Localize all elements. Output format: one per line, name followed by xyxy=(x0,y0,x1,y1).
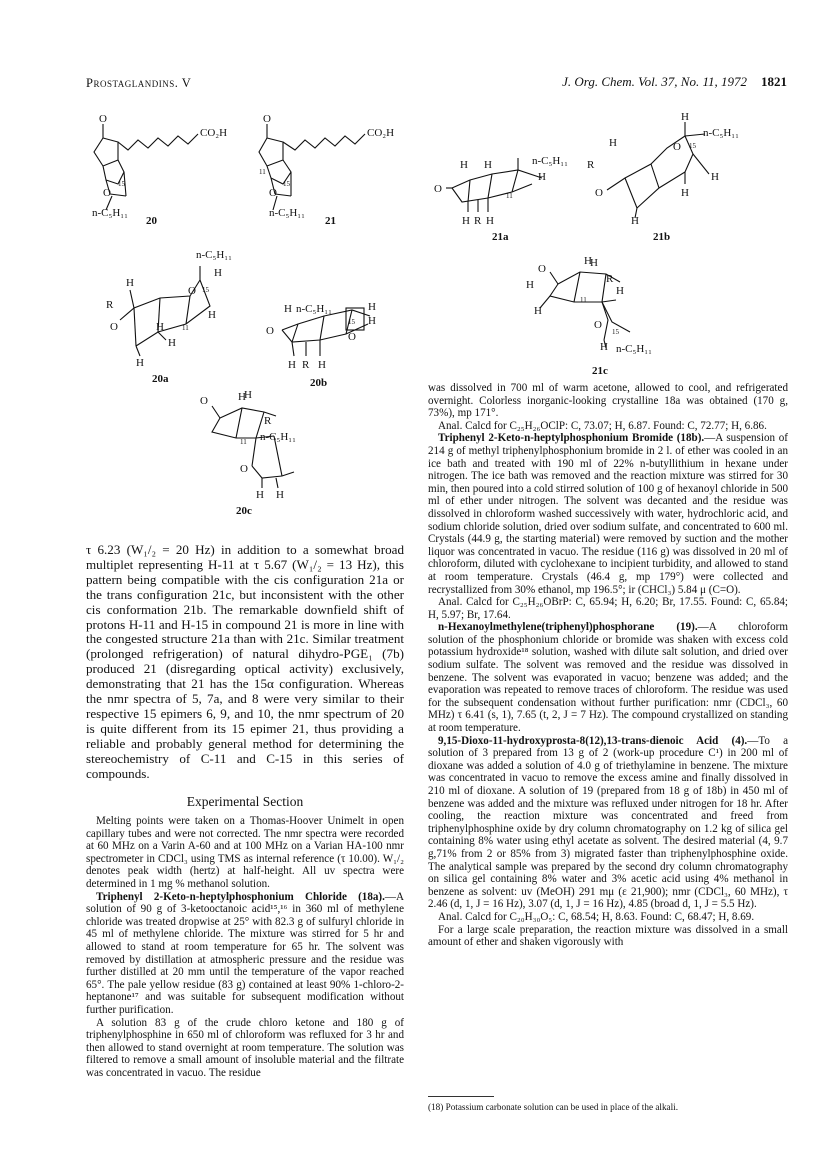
large-scale-note: For a large scale preparation, the reaction mixture was dissolved in a small amount of ether and shaken vigorously with xyxy=(428,923,788,949)
ketone-o-label: O xyxy=(99,113,107,125)
pentyl-label: n-C₅H₁₁ xyxy=(616,343,652,355)
r-label: R xyxy=(474,215,482,227)
position-15-label: 15 xyxy=(612,328,619,336)
r-label: R xyxy=(106,299,114,311)
discussion-paragraph xyxy=(86,543,404,782)
experimental-left-column xyxy=(86,815,404,1079)
r-label: R xyxy=(606,273,614,285)
h-label: H xyxy=(156,321,164,333)
ketone-o-label: O xyxy=(110,321,118,333)
h-label: H xyxy=(711,171,719,183)
ketone-o-label: O xyxy=(200,395,208,407)
h-label: H xyxy=(208,309,216,321)
h-label: H xyxy=(368,301,376,313)
procedure-4 xyxy=(428,735,788,911)
procedure-18a-cont: A solution 83 g of the crude chloro ketone and 180 g of triphenylphosphine in 650 ml of chloroform was refluxed for 3 hr and then allowed to stand overnight at room temperature. The solution was filtered to remove a small amount of insoluble material and the filtrate was concentrated in vacuo. The residue xyxy=(86,1016,404,1079)
page-number: 1821 xyxy=(761,74,787,89)
position-15-label: 15 xyxy=(202,286,209,294)
h-label: H xyxy=(600,341,608,353)
ketone-o-label: O xyxy=(595,187,603,199)
structure-21 xyxy=(255,112,425,232)
compound-label-20: 20 xyxy=(146,215,157,227)
position-11-label: 11 xyxy=(240,438,247,446)
position-15-label: 15 xyxy=(348,318,355,326)
ring-o-label: O xyxy=(348,331,356,343)
general-methods: Melting points were taken on a Thomas-Hoover Unimelt in open capillary tubes and were not corrected. The nmr spectra were recorded at 60 MHz on a Varin A-60 and at 100 MHz on a Varian HA-100 nmr spectrometer in CDCl₃ using TMS as internal reference (τ 10.00). W₁/₂ denotes peak width (hertz) at half-height. All uv spectra were determined in 1 mg % methanol solution. xyxy=(86,815,404,890)
position-11-label: 11 xyxy=(182,324,189,332)
compound-label-20b: 20b xyxy=(310,377,328,389)
structure-21b xyxy=(585,108,765,243)
h-label: H xyxy=(126,277,134,289)
analysis-18b: Anal. Calcd for C₂₅H₂₆OBrP: C, 65.94; H, 6.20; Br, 17.55. Found: C, 65.84; H, 5.97; Br, 17.64. xyxy=(428,596,788,621)
pentyl-label: n-C₅H₁₁ xyxy=(703,127,739,139)
procedure-heading: n-Hexanoylmethylene(triphenyl)phosphorane (19). xyxy=(438,621,698,634)
position-11-label: 11 xyxy=(506,192,513,200)
h-label: H xyxy=(284,303,292,315)
procedure-body: —A solution of 90 g of 3-ketooctanoic acid¹⁵,¹⁶ in 360 ml of methylene chloride was treated dropwise at 25° with 82.3 g of sulfuryl chloride in 45 ml of methylene chloride. The mixture was stirred for 5 hr and allowed to stand at room temperature for 65 hr. The solvent was removed by distillation at atmospheric pressure and the residue was further distilled at 20 mm until the temperature of the vapor reached 65°. The pale yellow residue (83 g) contained at least 90% 1-chloro-2-heptanone¹⁷ and was suitable for subsequent modification without further purification. xyxy=(86,890,404,1016)
ring-o-label: O xyxy=(269,187,277,199)
ketone-o-label: O xyxy=(263,113,271,125)
h-label: H xyxy=(460,159,468,171)
ketone-o-label: O xyxy=(434,183,442,195)
r-label: R xyxy=(587,159,595,171)
ring-o-label: O xyxy=(673,141,681,153)
h-label: H xyxy=(526,279,534,291)
acid-label: CO₂H xyxy=(200,127,228,139)
procedure-heading: 9,15-Dioxo-11-hydroxyprosta-8(12),13-trans-dienoic Acid (4). xyxy=(438,734,748,747)
procedure-body: —A suspension of 214 g of methyl triphenylphosphonium bromide in 2 l. of ether was cooled in an ice bath and treated with 190 ml of 22% n-butyllithium in hexane under nitrogen. The ice bath was removed and the reaction mixture was stirred for 30 min, then poured into a cold stirred solution of 100 g of hexanoyl chloride in 500 ml of ether under nitrogen. The solvent was decanted and the residue was dissolved in chloroform washed successively with water, hydrochloric acid, and sodium chloride solution, dried over sodium sulfate, and concentrated to 600 ml. Crystals (44.9 g, the starting material) were removed by suction and the mother liquor was concentrated in vacuo. The residue (116 g) was dissolved in 20 ml of chloroform, diluted with cyclohexane to incipient turbidity, and allowed to stand at room temperature. Crystals (46.4 g, mp 179°) were collected and recrystallized from 30% ethanol, mp 196.5°; ir (CHCl₃) 5.84 μ (C=O). xyxy=(428,432,788,596)
procedure-heading: Triphenyl 2-Keto-n-heptylphosphonium Chloride (18a). xyxy=(96,890,385,903)
structure-20a xyxy=(100,246,250,386)
structure-20c xyxy=(190,386,330,516)
r-label: R xyxy=(302,359,310,371)
position-15-label: 15 xyxy=(689,142,696,150)
h-label: H xyxy=(368,315,376,327)
procedure-18a xyxy=(86,891,404,1017)
compound-label-20a: 20a xyxy=(152,373,169,385)
position-11-label: 11 xyxy=(580,296,587,304)
h-label: H xyxy=(244,389,252,401)
position-15-label: 15 xyxy=(283,180,290,188)
h-label: H xyxy=(238,391,246,403)
pentyl-label: n-C₅H₁₁ xyxy=(296,303,332,315)
journal-citation: J. Org. Chem. Vol. 37, No. 11, 1972 xyxy=(562,74,747,89)
h-label: H xyxy=(681,111,689,123)
structure-21a xyxy=(432,140,572,243)
h-label: H xyxy=(276,489,284,501)
section-title: Experimental Section xyxy=(186,794,304,809)
running-title: Prostaglandins. V xyxy=(86,76,192,90)
structure-20b xyxy=(262,290,392,390)
h-label: H xyxy=(590,257,598,269)
pentyl-label: n-C₅H₁₁ xyxy=(532,155,568,167)
h-label: H xyxy=(538,171,546,183)
h-label: H xyxy=(256,489,264,501)
footnote-rule xyxy=(428,1096,494,1097)
compound-label-21a: 21a xyxy=(492,231,509,243)
h-label: H xyxy=(318,359,326,371)
compound-label-21c: 21c xyxy=(592,365,608,377)
acid-label: CO₂H xyxy=(367,127,395,139)
journal-header xyxy=(562,74,787,90)
h-label: H xyxy=(681,187,689,199)
pentyl-label: n-C₅H₁₁ xyxy=(260,431,296,443)
h-label: H xyxy=(288,359,296,371)
h-label: H xyxy=(631,215,639,227)
h-label: H xyxy=(484,159,492,171)
ring-o-label: O xyxy=(103,187,111,199)
pentyl-label: n-C₅H₁₁ xyxy=(196,249,232,261)
position-15-label: 15 xyxy=(118,180,125,188)
h-label: H xyxy=(486,215,494,227)
compound-label-20c: 20c xyxy=(236,505,252,517)
procedure-body: —A chloroform solution of the phosphonium chloride or bromide was shaken with excess cold potassium hydroxide¹⁸ solution, washed with dilute salt solution, and dried over sodium sulfate. The solvent was removed and the residue was dissolved in benzene. The solvent was evaporated in vacuo; benzene was added; and the evaporation was repeated to remove traces of chloroform. The residue was used for the subsequent condensation without further purification: nmr (CDCl₃, 60 MHz) τ 6.41 (s, 1), 7.65 (t, 2, J = 7 Hz). The compound crystallized on standing at room temperature. xyxy=(428,621,788,735)
structure-21c xyxy=(520,252,660,376)
position-11-label: 11 xyxy=(259,168,266,176)
h-label: H xyxy=(136,357,144,369)
ketone-o-label: O xyxy=(538,263,546,275)
ring-o-label: O xyxy=(240,463,248,475)
ring-o-label: O xyxy=(188,285,196,297)
h-label: H xyxy=(584,255,592,267)
ketone-o-label: O xyxy=(266,325,274,337)
h-label: H xyxy=(616,285,624,297)
compound-label-21: 21 xyxy=(325,215,336,227)
ring-o-label: O xyxy=(594,319,602,331)
experimental-right-column xyxy=(428,382,788,949)
h-label: H xyxy=(168,337,176,349)
structure-20 xyxy=(88,112,248,232)
procedure-18a-end: was dissolved in 700 ml of warm acetone, allowed to cool, and refrigerated overnight. Colorless inorganic-looking crystalline 18a was obtained (170 g, 73%), mp 171°. xyxy=(428,382,788,420)
procedure-body: —To a solution of 3 prepared from 13 g of 2 (work-up procedure C¹) in 200 ml of dioxane was added a solution of 4.0 g of triethylamine in benzene. The mixture was concentrated in vacuo to remove the excess amine and finally dissolved in 210 ml of dioxane. A solution of 19 (prepared from 18 g of 18b) in 450 ml of benzene was added and the mixture was refluxed under nitrogen for 18 hr. After cooling, the reaction mixture was concentrated and freed from triphenylphosphine oxide by dry column chromatography on 1.2 kg of silica gel containing 8% water using ethyl acetate as solvent. The desired material (4, 9.7 g,71% from 2 or 85% from 3) migrated faster than triphenylphosphine oxide. The analytical sample was prepared by the second dry column chromatography on silica gel containing 8% water and 3% acetic acid using 4% methanol in benzene as solvent: uv (MeOH) 291 mμ (ε 21,900); nmr (CDCl₃, 60 MHz), τ 2.46 (d, 1, J = 16 Hz), 3.07 (d, 1, J = 16 Hz), 4.85 (broad d, 1, J = 5.5 Hz). xyxy=(428,734,789,911)
h-label: H xyxy=(214,267,222,279)
compound-label-21b: 21b xyxy=(653,231,671,243)
analysis-4: Anal. Calcd for C₂₀H₃₀O₅: C, 68.54; H, 8.63. Found: C, 68.47; H, 8.69. xyxy=(438,910,755,923)
procedure-18b xyxy=(428,432,788,596)
r-label: R xyxy=(264,415,272,427)
h-label: H xyxy=(462,215,470,227)
footnote-18: (18) Potassium carbonate solution can be used in place of the alkali. xyxy=(428,1102,679,1112)
procedure-19 xyxy=(428,621,788,734)
h-label: H xyxy=(609,137,617,149)
nmr-discussion: τ 6.23 (W₁/₂ = 20 Hz) in addition to a somewhat broad multiplet representing H-11 at τ 5.67 (W₁/₂ = 13 Hz), this pattern being compatible with the cis configuration 21a or the trans configuration 21c, but inconsistent with the other cis conformation 21b. The remarkable downfield shift of protons H-11 and H-15 in compound 21 is more in line with the congested structure 21a than with 21c. Similar treatment (prolonged refrigeration) of natural dihydro-PGE₁ (7b) produced 21 (disregarding optical activity) exclusively, demonstrating that 21 has the 15α configuration. Whereas the nmr spectra of 5, 7a, and 8 were very similar to their respective 15 epimers 6, 9, and 10, the nmr spectrum of 20 is quite different from its 15 epimer 21, thus providing a reliable and probably general method for determining the stereochemistry of C-11 and C-15 in this series of compounds. xyxy=(86,542,404,781)
procedure-heading: Triphenyl 2-Keto-n-heptylphosphonium Bromide (18b). xyxy=(438,432,705,445)
pentyl-label: n-C₅H₁₁ xyxy=(269,207,305,219)
analysis-18a: Anal. Calcd for C₂₅H₂₆OClP: C, 73.07; H, 6.87. Found: C, 72.77; H, 6.86. xyxy=(438,419,767,432)
h-label: H xyxy=(534,305,542,317)
pentyl-label: n-C₅H₁₁ xyxy=(92,207,128,219)
